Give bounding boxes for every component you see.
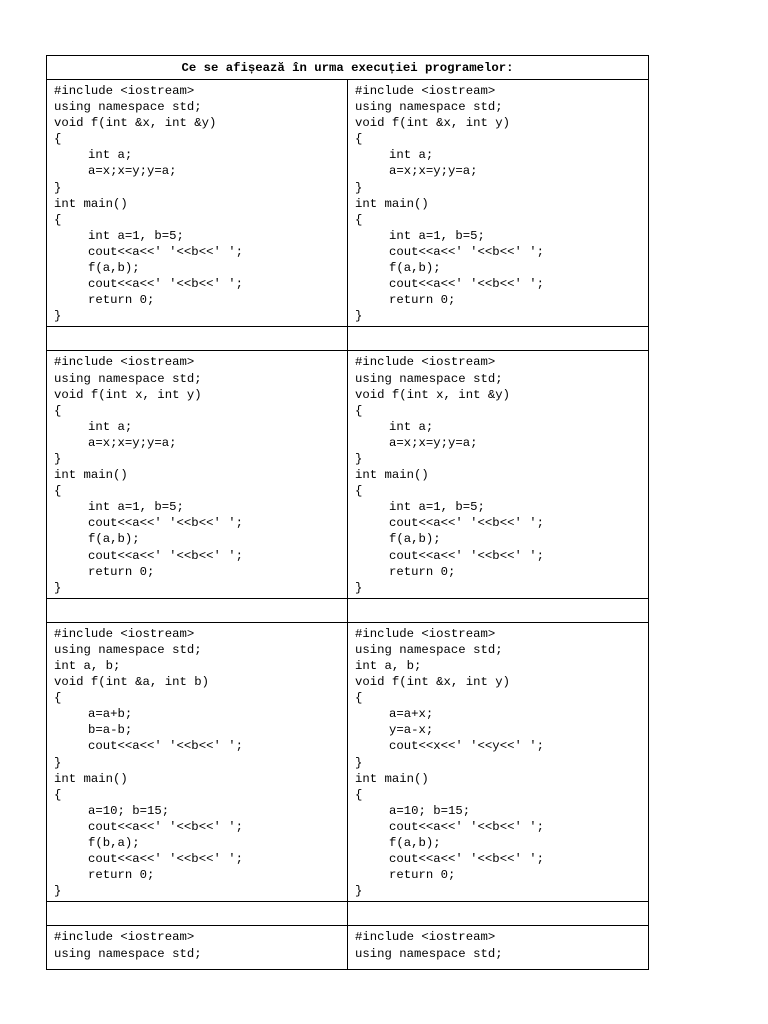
answer-cell-5[interactable] [47,902,348,926]
program-code-1 [47,80,348,327]
code-line: f(a,b); [88,532,140,547]
code-line: using namespace std; [54,642,202,657]
code-line: int main() [54,196,128,211]
code-line: } [355,580,363,595]
program-code-5 [47,622,348,902]
program-row [47,926,649,970]
code-line: cout<<a<<' '<<b<<' '; [88,819,243,834]
code-line: #include <iostream> [54,84,195,98]
answer-cell-6[interactable] [348,902,649,926]
code-line: return 0; [389,564,456,579]
program-row [47,80,649,327]
code-line: int a, b; [54,659,121,673]
code-line: void f(int x, int &y) [355,387,510,402]
code-line: } [355,884,363,899]
code-line: f(a,b); [88,261,140,276]
code-line: a=x;x=y;y=a; [389,435,478,450]
program-code-3 [47,351,348,598]
code-line: cout<<a<<' '<<b<<' '; [88,548,243,563]
code-line: int a, b; [355,659,422,673]
code-line: { [355,212,363,227]
code-line: } [54,180,62,195]
code-line: using namespace std; [355,371,503,386]
code-line: int a=1, b=5; [389,500,485,515]
code-line: #include <iostream> [54,626,195,641]
program-code-2 [348,80,649,327]
code-line: int main() [54,771,128,786]
answer-cell-4[interactable] [348,598,649,622]
answer-cell-3[interactable] [47,598,348,622]
code-line: int a; [389,148,434,163]
code-line: { [355,691,363,706]
code-line: int main() [355,196,429,211]
code-line: { [54,403,62,418]
code-line: cout<<a<<' '<<b<<' '; [88,739,243,754]
code-line: } [355,309,363,324]
code-line: } [355,180,363,195]
code-line: return 0; [88,293,155,308]
code-line: f(a,b); [389,836,441,851]
code-line: int a=1, b=5; [88,228,184,243]
code-line: cout<<a<<' '<<b<<' '; [389,819,544,834]
exercise-table [46,55,649,970]
code-line: a=x;x=y;y=a; [88,164,177,179]
program-row [47,351,649,598]
code-line: return 0; [88,868,155,883]
code-line: } [54,451,62,466]
code-line: { [355,787,363,802]
code-line: { [54,691,62,706]
code-line: using namespace std; [355,642,503,657]
code-line: int a; [389,419,434,434]
code-line: void f(int &x, int y) [355,116,510,131]
code-line: #include <iostream> [355,930,496,945]
code-line: #include <iostream> [54,930,195,945]
program-code-4 [348,351,649,598]
code-line: using namespace std; [54,946,202,961]
code-line: } [54,755,62,770]
table-title: Ce se afișează în urma execuției programelor: [47,56,649,80]
code-line: return 0; [88,564,155,579]
code-line: int main() [355,771,429,786]
code-line: b=a-b; [88,723,133,738]
code-line: void f(int x, int y) [54,387,202,402]
code-line: y=a-x; [389,723,434,738]
code-line: a=10; b=15; [88,803,170,818]
code-line: { [54,484,62,499]
code-line: cout<<x<<' '<<y<<' '; [389,739,544,754]
code-line: a=a+x; [389,707,434,722]
code-line: int main() [54,468,128,483]
code-line: } [54,309,62,324]
code-line: { [355,132,363,147]
code-line: cout<<a<<' '<<b<<' '; [88,277,243,292]
answer-cell-2[interactable] [348,327,649,351]
code-line: a=a+b; [88,707,133,722]
code-line: cout<<a<<' '<<b<<' '; [88,244,243,259]
code-line: { [54,132,62,147]
code-line: using namespace std; [355,100,503,115]
answer-row [47,327,649,351]
code-line: } [355,755,363,770]
code-line: } [54,580,62,595]
code-line: cout<<a<<' '<<b<<' '; [88,852,243,867]
code-line: cout<<a<<' '<<b<<' '; [389,244,544,259]
code-line: cout<<a<<' '<<b<<' '; [389,548,544,563]
code-line: { [355,484,363,499]
code-line: a=10; b=15; [389,803,471,818]
code-line: #include <iostream> [355,355,496,370]
code-line: f(a,b); [389,261,441,276]
code-line: { [54,787,62,802]
code-line: using namespace std; [54,371,202,386]
code-line: f(b,a); [88,836,140,851]
program-code-6 [348,622,649,902]
code-line: return 0; [389,293,456,308]
program-code-7 [47,926,348,970]
code-line: { [355,403,363,418]
answer-row [47,598,649,622]
answer-row [47,902,649,926]
code-line: #include <iostream> [355,626,496,641]
code-line: cout<<a<<' '<<b<<' '; [389,277,544,292]
code-line: void f(int &x, int y) [355,675,510,690]
code-line: #include <iostream> [54,355,195,370]
code-line: cout<<a<<' '<<b<<' '; [389,852,544,867]
code-line: { [54,212,62,227]
code-line: } [355,451,363,466]
code-line: f(a,b); [389,532,441,547]
code-line: int a; [88,419,133,434]
answer-cell-1[interactable] [47,327,348,351]
code-line: a=x;x=y;y=a; [88,435,177,450]
code-line: using namespace std; [54,100,202,115]
code-line: a=x;x=y;y=a; [389,164,478,179]
code-line: int main() [355,468,429,483]
code-line: void f(int &x, int &y) [54,116,217,131]
code-line: return 0; [389,868,456,883]
program-row [47,622,649,902]
program-code-8 [348,926,649,970]
code-line: using namespace std; [355,946,503,961]
code-line: cout<<a<<' '<<b<<' '; [389,516,544,531]
code-line: int a=1, b=5; [389,228,485,243]
code-line: #include <iostream> [355,84,496,98]
code-line: int a; [88,148,133,163]
code-line: int a=1, b=5; [88,500,184,515]
code-line: } [54,884,62,899]
code-line: cout<<a<<' '<<b<<' '; [88,516,243,531]
code-line: void f(int &a, int b) [54,675,209,690]
